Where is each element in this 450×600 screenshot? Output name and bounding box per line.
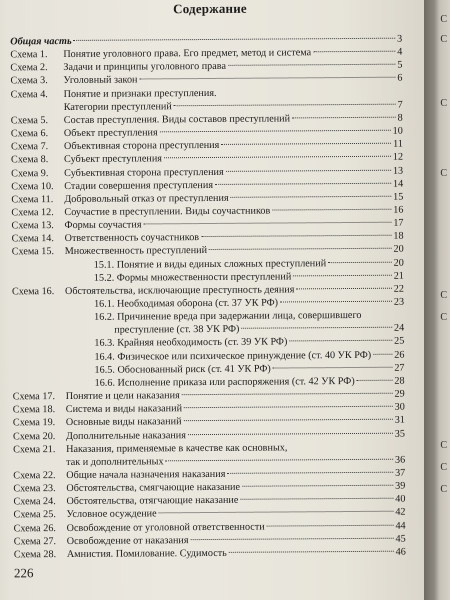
dot-leader <box>209 248 391 250</box>
scheme-number: Схема 12. <box>11 207 54 219</box>
toc-entry-title: Условное осуждение <box>66 508 157 521</box>
adjacent-page-edge <box>424 0 450 600</box>
toc-page-number: 20 <box>393 257 404 269</box>
toc-overview-row <box>10 33 410 48</box>
dot-leader <box>357 380 393 381</box>
toc-entry-title: 16.6. Исполнение приказа или распоряжения (ст. 42 УК РФ) <box>94 375 355 389</box>
dot-leader <box>227 472 393 474</box>
toc-leader-line <box>63 72 402 87</box>
dot-leader <box>242 485 393 487</box>
adjacent-page-letter: С <box>440 98 447 109</box>
scheme-number: Схема 24. <box>13 496 56 508</box>
adjacent-page-letter: С <box>440 14 447 25</box>
scheme-number: Схема 23. <box>13 483 56 495</box>
toc-page-number: 35 <box>394 428 406 440</box>
dot-leader <box>164 156 391 159</box>
toc-page-number: 40 <box>395 493 406 505</box>
scheme-number: Схема 3. <box>10 75 48 87</box>
scheme-number: Схема 19. <box>12 417 56 429</box>
dot-leader <box>159 511 394 514</box>
toc-page-number: 23 <box>393 296 405 308</box>
toc-entry-title: Ответственность соучастников <box>64 232 200 245</box>
dot-leader <box>296 288 391 290</box>
dot-leader <box>280 301 392 303</box>
toc-page-number: 25 <box>394 336 405 348</box>
dot-leader <box>184 406 393 408</box>
toc-subentry-row <box>12 269 412 284</box>
dot-leader <box>191 537 394 539</box>
toc-entry-title: Стадии совершения преступления <box>64 179 214 192</box>
toc-subentry-row <box>13 374 413 389</box>
toc-page-number: 17 <box>393 217 404 229</box>
toc-entry-title: Понятие и признаки преступления. <box>63 87 217 100</box>
toc-page-number: 30 <box>394 401 405 413</box>
dot-leader <box>241 327 392 329</box>
dot-leader <box>160 130 391 133</box>
toc-entry-title: Задачи и принципы уголовного права <box>63 61 227 74</box>
scheme-number: Схема 8. <box>11 154 49 166</box>
toc-entry-title: Состав преступления. Виды составов преступлений <box>63 113 291 126</box>
scheme-number: Схема 27. <box>13 535 57 548</box>
scheme-number: Схема 13. <box>11 220 54 232</box>
toc-entry-title: 15.1. Понятие и виды единых сложных преступлений <box>93 257 327 271</box>
toc-entry-title: Объект преступления <box>63 127 158 140</box>
toc-page-number: 8 <box>397 112 403 124</box>
page-title: Содержание <box>173 0 247 17</box>
adjacent-page-letter: С <box>440 168 447 179</box>
adjacent-page-letter: С <box>440 440 447 451</box>
toc-page-number: 28 <box>394 375 405 387</box>
toc-entry-title: Объективная сторона преступления <box>63 140 220 153</box>
toc-entry-title: Субъект преступления <box>64 153 163 166</box>
scheme-number: Схема 21. <box>13 443 56 456</box>
toc-page-number: 18 <box>393 230 404 242</box>
dot-leader <box>289 340 392 342</box>
toc-page-number: 24 <box>394 322 405 334</box>
dot-leader <box>221 143 391 145</box>
toc-entry-title: преступление (ст. 38 УК РФ) <box>114 324 240 336</box>
toc-page-number: 13 <box>392 165 404 177</box>
dot-leader <box>240 498 393 500</box>
scheme-number: Схема 22. <box>13 470 56 482</box>
dot-leader <box>182 393 393 395</box>
scheme-number: Схема 7. <box>10 141 49 153</box>
toc-entry-title: 16.1. Необходимая оборона (ст. 37 УК РФ) <box>94 297 279 310</box>
toc-page-number: 7 <box>397 99 403 111</box>
toc-page-number: 27 <box>394 362 405 374</box>
toc-entry-row <box>11 282 412 298</box>
toc-subentry-row <box>12 348 412 363</box>
scheme-number: Схема 15. <box>11 246 55 258</box>
dot-leader <box>166 459 393 462</box>
toc-page-number: 15 <box>393 191 404 203</box>
toc-page-number: 39 <box>395 480 406 492</box>
toc-page-number: 22 <box>393 283 404 295</box>
toc-entry-title: 16.2. Причинение вреда при задержании лица, совершившего <box>94 310 362 323</box>
toc-entry-title: 16.4. Физическое или психическое принуждение (ст. 40 УК РФ) <box>94 349 372 363</box>
toc-entry-title: Понятие и цели наказания <box>65 390 180 403</box>
toc-entry-title: 16.5. Обоснованный риск (ст. 41 УК РФ) <box>94 363 271 376</box>
toc-page-number: 37 <box>395 467 406 479</box>
dot-leader <box>184 419 393 421</box>
scheme-number: Схема 2. <box>10 62 48 74</box>
toc-entry-title: Соучастие в преступлении. Виды соучастников <box>64 205 271 218</box>
toc-entry-title: Формы соучастия <box>64 219 142 232</box>
dot-leader <box>201 235 391 237</box>
toc-page-number: 3 <box>397 33 403 45</box>
toc-subentry-row <box>12 361 412 376</box>
dot-leader <box>373 353 392 354</box>
dot-leader <box>228 64 395 66</box>
toc-page-number: 4 <box>397 46 403 58</box>
toc-page-number: 16 <box>393 204 404 216</box>
adjacent-page-letter: С <box>440 484 447 495</box>
toc-page-number: 46 <box>395 546 406 558</box>
toc-entry-title: Амнистия. Помилование. Судимость <box>66 547 227 560</box>
toc-entry-title: Дополнительные наказания <box>65 429 186 442</box>
toc-entry-title: Общая часть <box>10 35 72 48</box>
toc-subentry-row <box>12 309 412 323</box>
dot-leader <box>215 182 391 184</box>
scheme-number: Схема 20. <box>12 430 56 442</box>
toc-page-number: 31 <box>394 414 405 427</box>
dot-leader <box>267 524 394 526</box>
adjacent-page-letter: С <box>440 462 447 473</box>
toc-page-number: 11 <box>393 138 403 150</box>
scheme-number: Схема 4. <box>10 88 48 100</box>
toc-entry-title: Основные виды наказаний <box>65 416 182 429</box>
page-number: 226 <box>13 565 34 581</box>
toc-page-number: 21 <box>393 270 404 282</box>
scheme-number: Схема 6. <box>10 128 49 140</box>
toc-entry-title: Множественность преступлений <box>64 245 208 258</box>
scheme-number: Схема 11. <box>11 193 54 206</box>
toc-entry-title: Общие начала назначения наказания <box>66 468 226 481</box>
adjacent-page-letter: С <box>440 312 447 323</box>
dot-leader <box>292 117 396 119</box>
scheme-number: Схема 28. <box>13 548 57 561</box>
dot-leader <box>231 196 392 198</box>
toc-entry-title: 16.3. Крайняя необходимость (ст. 39 УК РФ) <box>94 336 288 350</box>
toc-entry-title: Обстоятельства, отягчающие наказание <box>66 495 239 508</box>
toc-page-number: 6 <box>397 73 403 85</box>
dot-leader <box>313 51 395 53</box>
toc-page-number: 45 <box>395 533 406 545</box>
toc-entry-title: Система и виды наказаний <box>65 403 183 416</box>
toc-entry-title: Обстоятельства, смягчающие наказание <box>66 481 241 495</box>
toc-entry-title: Уголовный закон <box>63 74 138 87</box>
toc-entry-title: Понятие уголовного права. Его предмет, метод и система <box>63 47 312 61</box>
dot-leader <box>139 77 395 80</box>
toc-entry-title: Добровольный отказ от преступления <box>64 192 229 205</box>
scheme-number: Схема 5. <box>10 115 49 127</box>
toc-page-number: 10 <box>392 125 403 137</box>
scheme-number: Схема 9. <box>11 167 49 179</box>
toc-entry-continuation <box>12 322 412 336</box>
toc-page-number: 29 <box>394 388 405 400</box>
toc-page-number: 5 <box>397 59 403 71</box>
dot-leader <box>143 222 391 225</box>
toc-page-number: 44 <box>395 520 406 532</box>
dot-leader <box>293 274 391 276</box>
toc-leader-line <box>67 545 406 560</box>
dot-leader <box>188 432 393 434</box>
toc-page-number: 26 <box>394 349 405 361</box>
toc-page-number: 20 <box>393 244 404 256</box>
scheme-number: Схема 1. <box>10 49 48 61</box>
dot-leader <box>273 366 393 368</box>
toc-page-number: 12 <box>392 151 404 164</box>
toc-subentry-row <box>12 335 412 350</box>
toc-entry-title: Наказания, применяемые в качестве как основных, <box>66 442 288 455</box>
scheme-number: Схема 17. <box>12 391 56 403</box>
toc-page-number: 14 <box>392 178 404 190</box>
adjacent-page-letter: С <box>440 290 447 301</box>
dot-leader <box>328 261 391 262</box>
toc-page-number: 36 <box>394 454 406 466</box>
dot-leader <box>226 169 391 171</box>
dot-leader <box>229 551 394 553</box>
scheme-number: Схема 18. <box>12 404 56 416</box>
scheme-number: Схема 16. <box>11 285 55 298</box>
toc-entry-title: Обстоятельства, исключающие преступность деяния <box>64 284 295 297</box>
toc-entry-title: так и дополнительных <box>66 456 164 468</box>
dot-leader <box>272 209 391 211</box>
scheme-number: Схема 10. <box>11 180 54 193</box>
toc-entry-title: 15.2. Формы множественности преступлений <box>93 271 292 284</box>
toc-entry-title: Освобождение от наказания <box>66 534 189 547</box>
toc-entry-title: Категории преступлений <box>63 100 172 113</box>
scheme-number: Схема 25. <box>13 509 56 521</box>
toc-entry-title: Освобождение от уголовной ответственности <box>66 521 265 534</box>
dot-leader <box>174 103 396 106</box>
toc-page-number: 42 <box>395 507 406 519</box>
toc-entry-title: Субъективная сторона преступления <box>64 166 224 179</box>
adjacent-page-letter: С <box>440 34 447 45</box>
toc-leader-line <box>66 427 405 442</box>
dot-leader <box>74 38 396 41</box>
scheme-number: Схема 14. <box>11 233 54 245</box>
toc-entry-row <box>12 388 413 403</box>
scheme-number: Схема 26. <box>13 522 56 534</box>
